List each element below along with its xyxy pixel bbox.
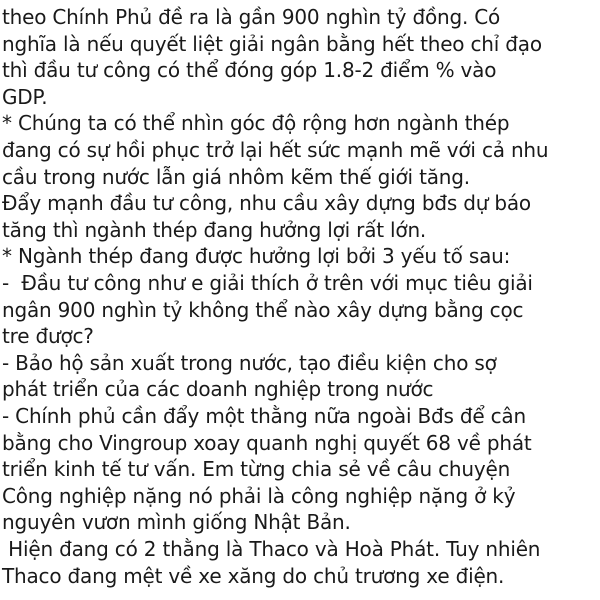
post-line: Thaco đang mệt về xe xăng do chủ trương xe điện. xyxy=(2,563,505,588)
post-line: - Chính phủ cần đẩy một thằng nữa ngoài Bđs để cân xyxy=(2,404,526,428)
post-line: GDP. xyxy=(2,84,48,109)
post-line: ngân 900 nghìn tỷ không thể nào xây dựng bằng cọc xyxy=(2,297,524,322)
post-line: tăng thì ngành thép đang hưởng lợi rất lớn. xyxy=(2,217,427,242)
post-line: bằng cho Vingroup xoay quanh nghị quyết 68 về phát xyxy=(2,430,532,455)
post-line: Hiện đang có 2 thằng là Thaco và Hoà Phát. Tuy nhiên xyxy=(2,537,541,561)
post-line: * Chúng ta có thể nhìn góc độ rộng hơn ngành thép xyxy=(2,111,510,136)
post-line: nguyên vươn mình giống Nhật Bản. xyxy=(2,510,351,535)
post-line: đang có sự hồi phục trở lại hết sức mạnh mẽ với cả nhu xyxy=(2,138,549,162)
post-line: theo Chính Phủ đề ra là gần 900 nghìn tỷ đồng. Có xyxy=(2,5,501,29)
post-line: * Ngành thép đang được hưởng lợi bởi 3 yếu tố sau: xyxy=(2,244,511,269)
post-line: Đẩy mạnh đầu tư công, nhu cầu xây dựng bđs dự báo xyxy=(2,191,531,216)
post-line: Công nghiệp nặng nó phải là công nghiệp nặng ở kỷ xyxy=(2,483,516,508)
post-line: - Bảo hộ sản xuất trong nước, tạo điều kiện cho sợ xyxy=(2,350,497,375)
post-line: nghĩa là nếu quyết liệt giải ngân bằng hết theo chỉ đạo xyxy=(2,31,542,56)
post-line: - Đầu tư công như e giải thích ở trên với mục tiêu giải xyxy=(2,271,533,295)
post-line: tre được? xyxy=(2,324,94,349)
post-line: thì đầu tư công có thể đóng góp 1.8-2 điểm % vào xyxy=(2,58,497,83)
post-line: cầu trong nước lẫn giá nhôm kẽm thế giới tăng. xyxy=(2,164,470,189)
post-line: triển kinh tế tư vấn. Em từng chia sẻ về câu chuyện xyxy=(2,457,511,482)
post-line: phát triển của các doanh nghiệp trong nước xyxy=(2,377,434,402)
